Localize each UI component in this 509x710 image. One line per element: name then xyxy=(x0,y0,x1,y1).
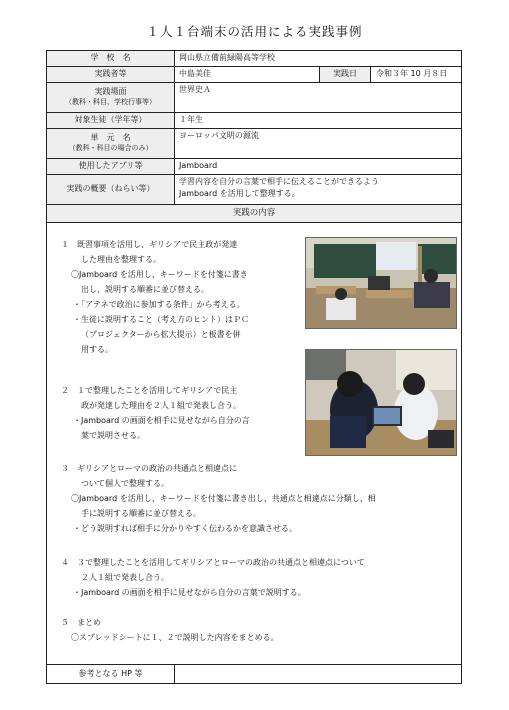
reference-value xyxy=(175,665,461,683)
row-reference xyxy=(47,665,461,683)
school-label: 学 校 名 xyxy=(47,51,175,66)
step-1-line: 出し、説明する順番に並び替える。 xyxy=(81,285,209,294)
summary-label: 実践の概要（ねらい等） xyxy=(47,175,175,204)
pair-work-photo xyxy=(305,349,457,456)
date-value: 令和３年 10 月８日 xyxy=(376,69,448,78)
step-2 xyxy=(61,383,311,443)
target-label: 対象生徒（学年等） xyxy=(47,113,175,128)
date-label: 実践日 xyxy=(320,67,371,82)
summary-line-1: 学習内容を自分の言葉で相手に伝えることができるよう xyxy=(179,177,379,186)
step-4-line: ２人１組で発表し合う。 xyxy=(81,573,169,582)
step-1-line: 用する。 xyxy=(81,345,113,354)
step-1-line: （プロジェクターから拡大提示）と板書を併 xyxy=(81,330,241,339)
document-title: １人１台端末の活用による実践事例 xyxy=(146,24,363,39)
step-1 xyxy=(61,237,311,357)
step-3-line: 手に説明する順番に並び替える。 xyxy=(81,509,201,518)
row-app xyxy=(47,159,461,175)
unit-label xyxy=(47,129,175,158)
step-1-line: ・生徒に説明すること（考え方のヒント）はＰＣ xyxy=(73,315,249,324)
step-4 xyxy=(61,555,456,600)
row-content xyxy=(47,205,461,665)
row-summary xyxy=(47,175,461,205)
unit-label-sub: （教科・科目の場合のみ） xyxy=(68,144,153,153)
step-2-line: 葉で説明させる。 xyxy=(81,431,145,440)
classroom-photo xyxy=(305,237,457,329)
step-4-line: ４ ３で整理したことを活用してギリシアとローマの政治の共通点と相違点について xyxy=(61,558,365,567)
step-4-line: ・Jamboard の画面を相手に見せながら自分の言葉で説明する。 xyxy=(73,588,306,597)
step-3-line: 〇Jamboard を活用し、キーワードを付箋に書き出し、共通点と相違点に分類し、相 xyxy=(71,494,376,503)
row-school xyxy=(47,51,461,67)
content-body xyxy=(47,223,461,664)
step-3-line: ついて個人で整理する。 xyxy=(81,479,169,488)
step-5 xyxy=(61,615,456,645)
row-teacher xyxy=(47,67,461,83)
summary-line-2: Jamboard を活用して整理する。 xyxy=(179,188,300,198)
step-3 xyxy=(61,461,456,536)
content-header: 実践の内容 xyxy=(47,205,461,223)
step-1-line: １ 既習事項を活用し、ギリシアで民主政が発達 xyxy=(61,240,238,249)
teacher-label: 実践者等 xyxy=(47,67,175,82)
unit-value: ヨーロッパ文明の源流 xyxy=(179,131,259,140)
target-value: １年生 xyxy=(179,115,203,124)
step-5-line: ５ まとめ xyxy=(61,618,101,627)
step-2-line: ・Jamboard の画面を相手に見せながら自分の言 xyxy=(73,416,250,425)
school-value: 岡山県立備前緑陽高等学校 xyxy=(179,53,275,62)
unit-label-main: 単 元 名 xyxy=(90,133,131,143)
info-table xyxy=(46,50,462,684)
summary-value xyxy=(175,175,461,204)
row-scene xyxy=(47,83,461,113)
step-1-line: した理由を整理する。 xyxy=(81,255,161,264)
step-3-line: ３ ギリシアとローマの政治の共通点と相違点に xyxy=(61,464,237,473)
app-label: 使用したアプリ等 xyxy=(47,159,175,174)
pair-work-photo-graphic xyxy=(306,350,456,455)
reference-label: 参考となる HP 等 xyxy=(47,665,175,683)
teacher-value: 中島美佳 xyxy=(175,67,320,82)
scene-label-main: 実践場面 xyxy=(94,87,127,97)
classroom-photo-graphic xyxy=(306,238,456,328)
step-3-line: ・どう説明すれば相手に分かりやすく伝わるかを意識させる。 xyxy=(73,524,297,533)
scene-label-sub: （教科・科目、学校行事等） xyxy=(65,98,156,107)
scene-value: 世界史Ａ xyxy=(179,85,211,94)
row-target xyxy=(47,113,461,129)
scene-label xyxy=(47,83,175,112)
step-1-line: ・「アテネで政治に参加する条件」から考える。 xyxy=(73,300,245,309)
row-unit xyxy=(47,129,461,159)
step-5-line: 〇スプレッドシートに１、２で説明した内容をまとめる。 xyxy=(71,633,279,642)
step-1-line: 〇Jamboard を活用し、キーワードを付箋に書き xyxy=(71,270,248,279)
app-value: Jamboard xyxy=(179,161,218,170)
step-2-line: ２ １で整理したことを活用してギリシアで民主 xyxy=(61,386,238,395)
step-2-line: 政が発達した理由を２人１組で発表し合う。 xyxy=(81,401,241,410)
